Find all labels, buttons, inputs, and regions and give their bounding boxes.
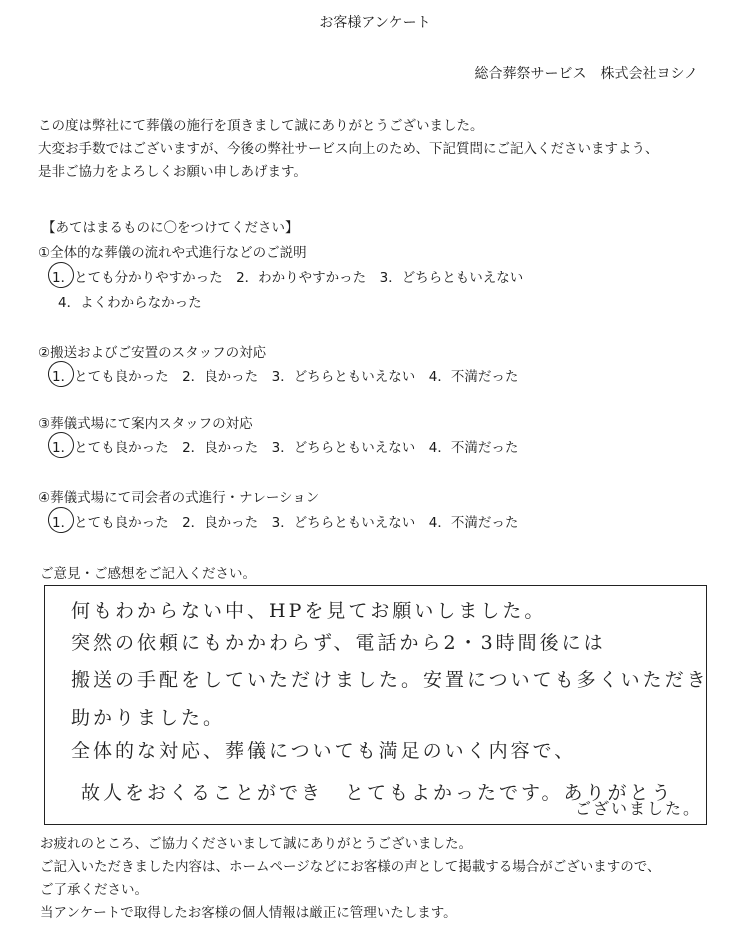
handwritten-line: 全体的な対応、葬儀についても満足のいく内容で、 — [71, 740, 577, 762]
question-2-options: 1．とても良かった 2．良かった 3．どちらともいえない 4．不満だった — [52, 369, 519, 385]
footer-line: 当アンケートで取得したお客様の個人情報は厳正に管理いたします。 — [40, 905, 457, 921]
question-1-options-cont: 4．よくわからなかった — [58, 295, 202, 311]
intro-text — [38, 115, 658, 184]
handwritten-line: 突然の依頼にもかかわらず、電話から2・3時間後には — [71, 632, 606, 654]
footer-line: ご了承ください。 — [40, 882, 148, 898]
question-4-options: 1．とても良かった 2．良かった 3．どちらともいえない 4．不満だった — [52, 515, 519, 531]
intro-line: この度は弊社にて葬儀の施行を頂きまして誠にありがとうございました。 — [38, 118, 484, 134]
footer-text — [40, 833, 660, 925]
question-1-options: 1．とても分かりやすかった 2．わかりやすかった 3．どちらともいえない — [52, 270, 524, 286]
intro-line: 大変お手数ではございますが、今後の弊社サービス向上のため、下記質問にご記入くださいますよう、 — [38, 141, 659, 157]
handwritten-line: 何もわからない中、HPを見てお願いしました。 — [71, 600, 547, 622]
footer-line: お疲れのところ、ご協力くださいまして誠にありがとうございました。 — [40, 836, 472, 852]
handwritten-line: 搬送の手配をしていただけました。安置についても多くいただき — [71, 669, 709, 691]
handwritten-line: 故人をおくることができ とてもよかったです。ありがとう — [81, 782, 674, 804]
page-title: お客様アンケート — [319, 15, 431, 31]
question-3-options: 1．とても良かった 2．良かった 3．どちらともいえない 4．不満だった — [52, 440, 519, 456]
instruction-text: 【あてはまるものに〇をつけてください】 — [42, 220, 299, 236]
handwritten-line: ございました。 — [575, 799, 702, 818]
question-4-title: ④葬儀式場にて司会者の式進行・ナレーション — [38, 490, 320, 506]
intro-line: 是非ご協力をよろしくお願い申しあげます。 — [38, 164, 307, 180]
question-3-title: ③葬儀式場にて案内スタッフの対応 — [38, 416, 253, 432]
handwritten-line: 助かりました。 — [71, 707, 226, 729]
comment-box — [44, 585, 707, 825]
company-name: 総合葬祭サービス 株式会社ヨシノ — [474, 66, 698, 82]
question-1-title: ①全体的な葬儀の流れや式進行などのご説明 — [38, 245, 307, 261]
comment-label: ご意見・ご感想をご記入ください。 — [40, 566, 256, 582]
footer-line: ご記入いただきました内容は、ホームページなどにお客様の声として掲載する場合がございますので、 — [40, 859, 661, 875]
question-2-title: ②搬送およびご安置のスタッフの対応 — [38, 345, 267, 361]
